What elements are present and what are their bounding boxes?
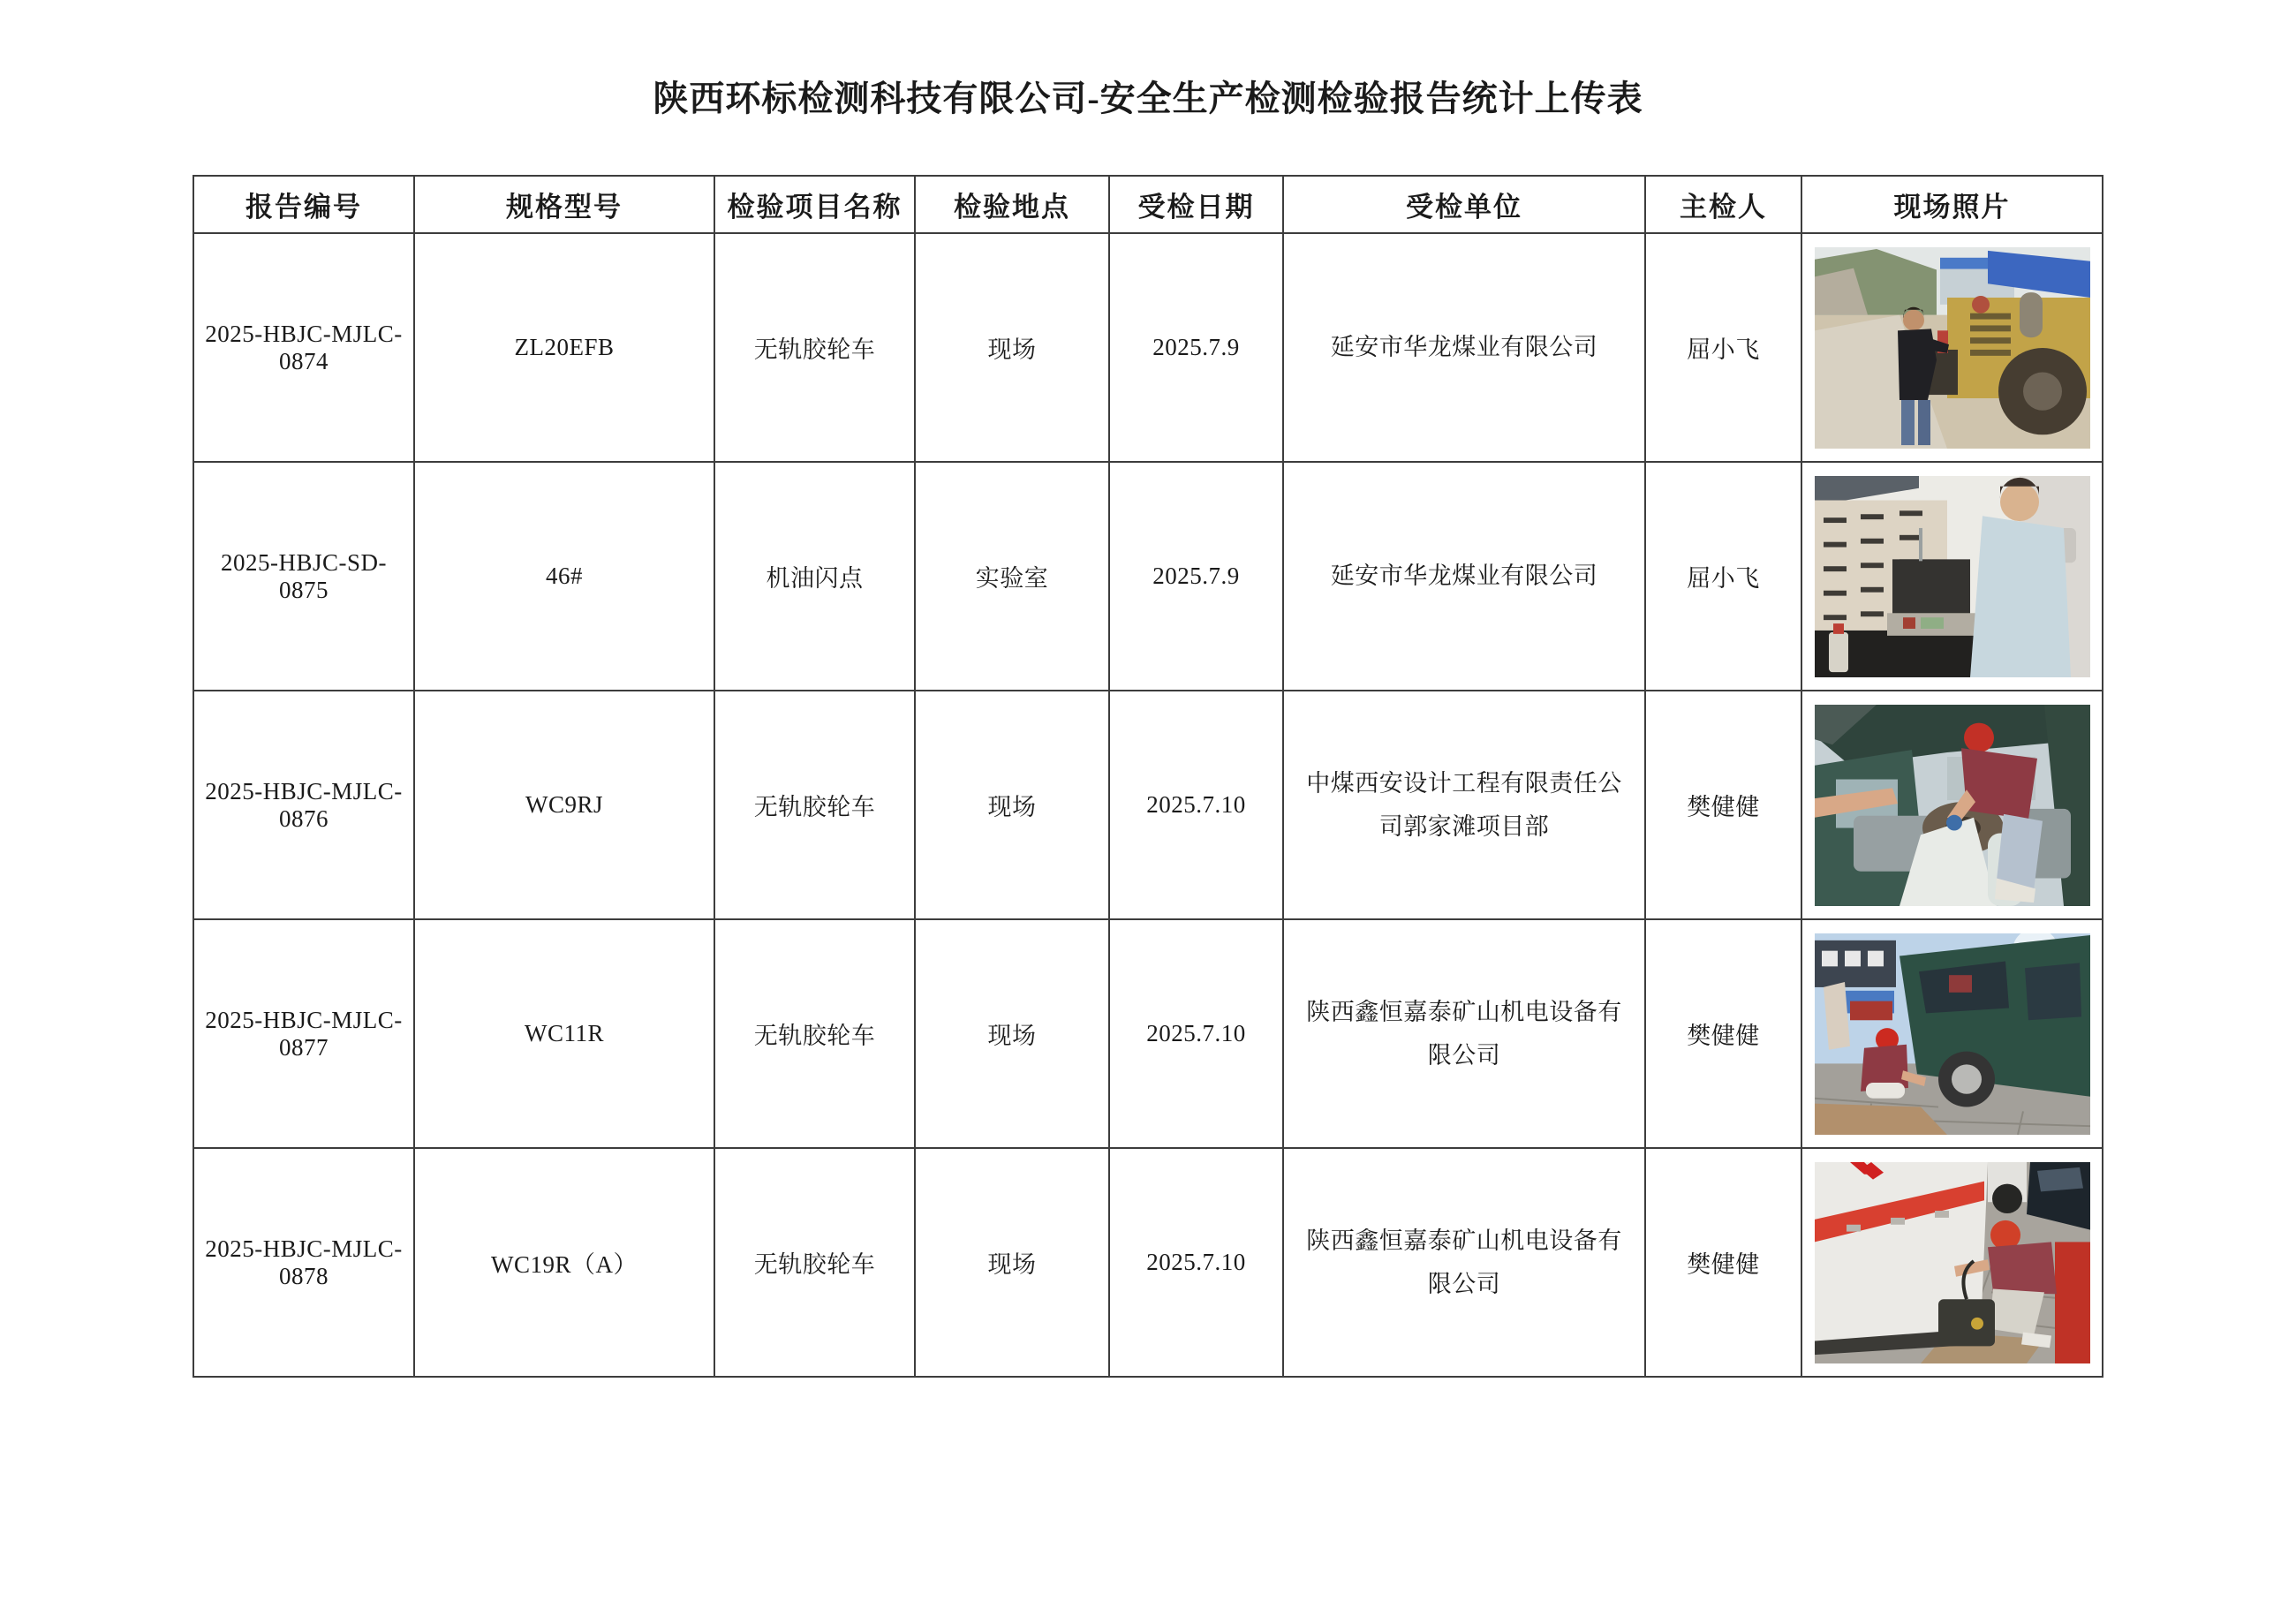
cell-photo bbox=[1801, 1148, 2103, 1377]
cell-inspector: 樊健健 bbox=[1645, 691, 1801, 919]
cell-item: 无轨胶轮车 bbox=[714, 1148, 915, 1377]
cell-model: WC11R bbox=[414, 919, 714, 1148]
column-header-date: 受检日期 bbox=[1109, 176, 1283, 233]
photo-lab-test-graphic bbox=[1815, 476, 2090, 677]
table-row bbox=[193, 233, 2103, 462]
table-row bbox=[193, 919, 2103, 1148]
cell-photo bbox=[1801, 691, 2103, 919]
site-photo-green-van-inspection bbox=[1815, 933, 2090, 1135]
cell-date: 2025.7.9 bbox=[1109, 462, 1283, 691]
cell-location: 实验室 bbox=[915, 462, 1109, 691]
photo-cabin-inspection-graphic bbox=[1815, 705, 2090, 906]
cell-date: 2025.7.9 bbox=[1109, 233, 1283, 462]
site-photo-lab-test bbox=[1815, 476, 2090, 677]
cell-model: WC9RJ bbox=[414, 691, 714, 919]
cell-location: 现场 bbox=[915, 691, 1109, 919]
site-photo-loader-inspection bbox=[1815, 247, 2090, 449]
column-header-item: 检验项目名称 bbox=[714, 176, 915, 233]
cell-model: 46# bbox=[414, 462, 714, 691]
cell-report-no: 2025-HBJC-SD-0875 bbox=[193, 462, 414, 691]
cell-inspector: 屈小飞 bbox=[1645, 233, 1801, 462]
cell-date: 2025.7.10 bbox=[1109, 919, 1283, 1148]
cell-date: 2025.7.10 bbox=[1109, 1148, 1283, 1377]
photo-green-van-inspection-graphic bbox=[1815, 933, 2090, 1135]
cell-item: 无轨胶轮车 bbox=[714, 233, 915, 462]
cell-item: 无轨胶轮车 bbox=[714, 919, 915, 1148]
column-header-inspector: 主检人 bbox=[1645, 176, 1801, 233]
cell-inspector: 樊健健 bbox=[1645, 919, 1801, 1148]
cell-report-no: 2025-HBJC-MJLC-0876 bbox=[193, 691, 414, 919]
cell-unit: 延安市华龙煤业有限公司 bbox=[1283, 233, 1645, 462]
table-row bbox=[193, 462, 2103, 691]
cell-location: 现场 bbox=[915, 233, 1109, 462]
column-header-report-no: 报告编号 bbox=[193, 176, 414, 233]
cell-date: 2025.7.10 bbox=[1109, 691, 1283, 919]
cell-unit: 陕西鑫恒嘉泰矿山机电设备有限公司 bbox=[1283, 919, 1645, 1148]
cell-report-no: 2025-HBJC-MJLC-0874 bbox=[193, 233, 414, 462]
cell-location: 现场 bbox=[915, 1148, 1109, 1377]
report-table bbox=[193, 175, 2103, 1378]
header-row bbox=[193, 176, 2103, 233]
cell-photo bbox=[1801, 919, 2103, 1148]
column-header-photo: 现场照片 bbox=[1801, 176, 2103, 233]
cell-report-no: 2025-HBJC-MJLC-0878 bbox=[193, 1148, 414, 1377]
cell-model: ZL20EFB bbox=[414, 233, 714, 462]
column-header-location: 检验地点 bbox=[915, 176, 1109, 233]
cell-unit: 延安市华龙煤业有限公司 bbox=[1283, 462, 1645, 691]
column-header-model: 规格型号 bbox=[414, 176, 714, 233]
table-row bbox=[193, 1148, 2103, 1377]
photo-loader-inspection-graphic bbox=[1815, 247, 2090, 449]
cell-item: 无轨胶轮车 bbox=[714, 691, 915, 919]
cell-inspector: 樊健健 bbox=[1645, 1148, 1801, 1377]
cell-report-no: 2025-HBJC-MJLC-0877 bbox=[193, 919, 414, 1148]
photo-white-truck-inspection-graphic bbox=[1815, 1162, 2090, 1363]
cell-unit: 陕西鑫恒嘉泰矿山机电设备有限公司 bbox=[1283, 1148, 1645, 1377]
cell-inspector: 屈小飞 bbox=[1645, 462, 1801, 691]
page-title: 陕西环标检测科技有限公司-安全生产检测检验报告统计上传表 bbox=[653, 79, 1643, 118]
site-photo-cabin-inspection bbox=[1815, 705, 2090, 906]
site-photo-white-truck-inspection bbox=[1815, 1162, 2090, 1363]
cell-item: 机油闪点 bbox=[714, 462, 915, 691]
cell-photo bbox=[1801, 233, 2103, 462]
table-row bbox=[193, 691, 2103, 919]
cell-location: 现场 bbox=[915, 919, 1109, 1148]
cell-unit: 中煤西安设计工程有限责任公司郭家滩项目部 bbox=[1283, 691, 1645, 919]
cell-photo bbox=[1801, 462, 2103, 691]
column-header-unit: 受检单位 bbox=[1283, 176, 1645, 233]
cell-model: WC19R（A） bbox=[414, 1148, 714, 1377]
